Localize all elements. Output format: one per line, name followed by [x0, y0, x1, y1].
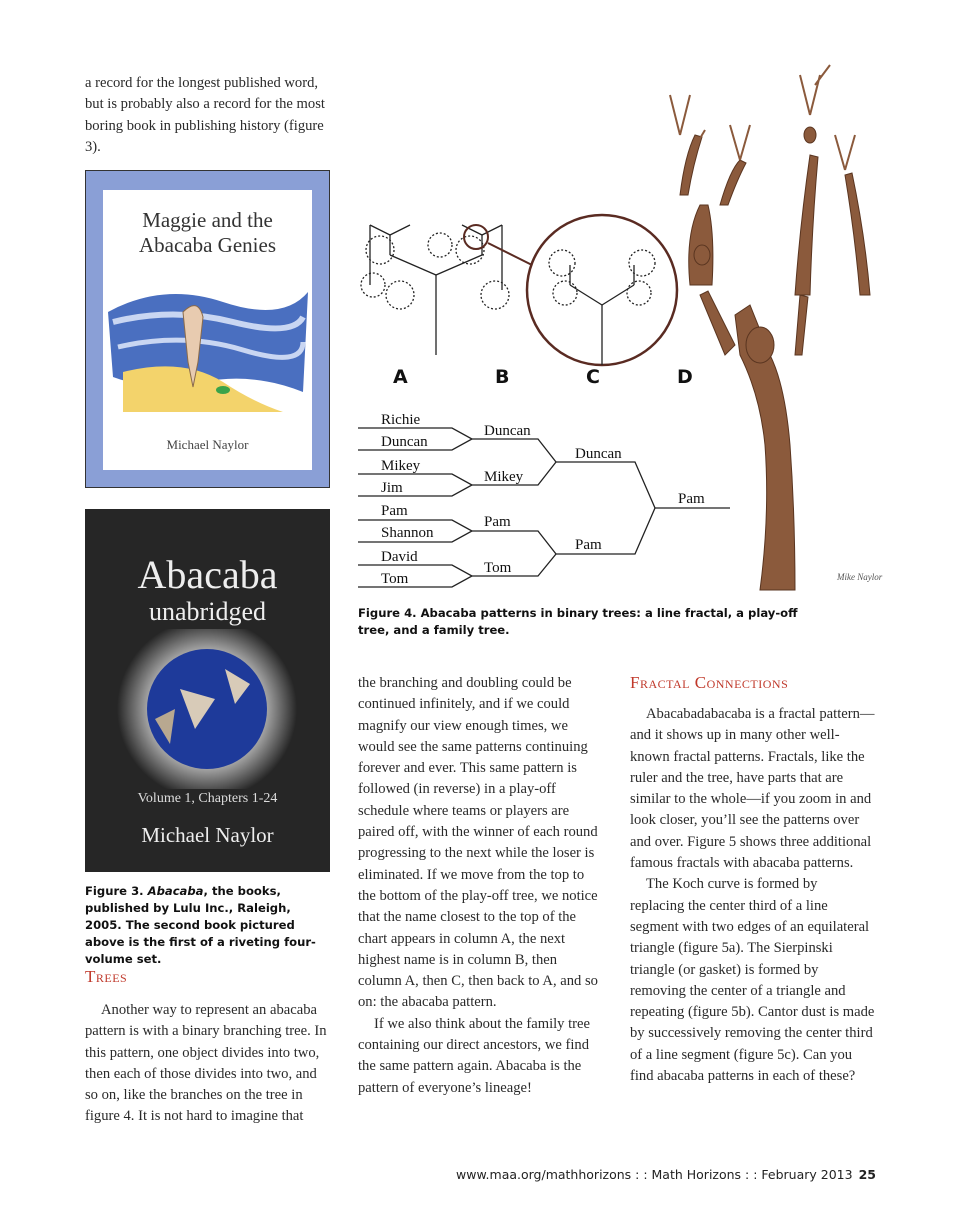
svg-text:Tom: Tom	[381, 571, 409, 587]
footer-text: www.maa.org/mathhorizons : : Math Horizons : : February 2013	[456, 1167, 853, 1182]
fractal-paragraph-1: Abacabadabacaba is a fractal pattern—and it shows up in many other well-known fractal patterns. Fractals, like the ruler and the tree, have parts that are similar to the whole—if you zoom in and look closer, you’ll see the patterns over and over. Figure 5 shows three additional famous fractals with abacaba patterns.	[630, 706, 875, 872]
svg-text:Mikey: Mikey	[381, 458, 421, 474]
cover1-title: Maggie and the Abacaba Genies	[138, 208, 276, 257]
svg-text:Jim: Jim	[381, 480, 403, 496]
cover2-title: Abacaba	[137, 552, 278, 597]
cover2-volume: Volume 1, Chapters 1-24	[137, 791, 278, 806]
svg-text:Duncan: Duncan	[484, 423, 531, 439]
page-footer	[456, 1167, 876, 1182]
figure4-caption: Figure 4. Abacaba patterns in binary trees: a line fractal, a play-off tree, and a family tree.	[358, 606, 798, 637]
fractal-sphere-image	[85, 629, 330, 789]
page-number: 25	[858, 1167, 876, 1182]
svg-text:Richie: Richie	[381, 412, 421, 428]
fractal-tree-c	[527, 215, 677, 365]
svg-text:Tom: Tom	[484, 560, 512, 576]
book-cover-abacaba	[85, 509, 330, 872]
winner-name: Pam	[678, 491, 705, 507]
figure3-caption: Figure 3. Abacaba, the books, published by Lulu Inc., Raleigh, 2005. The second book pictured above is the first of a riveting four-volume set.	[85, 884, 316, 966]
svg-text:Mikey: Mikey	[484, 469, 524, 485]
label-d: D	[677, 366, 693, 388]
svg-text:Pam: Pam	[381, 503, 408, 519]
label-c: C	[586, 366, 600, 388]
upper-branches	[670, 65, 855, 170]
svg-text:Pam: Pam	[575, 537, 602, 553]
figure4-graphic	[340, 55, 900, 595]
artist-signature: Mike Naylor	[837, 572, 883, 582]
fractal-paragraph-2: The Koch curve is formed by replacing the center third of a line segment with two edges of an equilateral triangle (figure 5a). The Sierpinski triangle (or gasket) is formed by removing the center of a triangle and repeating (figure 5b). Cantor dust is made by successively removing the center third of a line segment (figure 5c). Can you find abacaba patterns in each of these?	[630, 876, 875, 1085]
trees-paragraph: Another way to represent an abacaba pattern is with a binary branching tree. In this pattern, one object divides into two, then each of those divides into two, and so on, like the branches on the tree in figure 4. It is not hard to imagine that	[85, 1002, 327, 1125]
middle-paragraph-2: If we also think about the family tree containing our direct ancestors, we find the same pattern again. Abacaba is the pattern of everyone’s lineage!	[358, 1015, 590, 1096]
right-column	[630, 704, 875, 1087]
beach-illustration	[103, 272, 312, 422]
family-tree-figures	[680, 127, 870, 590]
round1-names	[381, 412, 434, 587]
label-a: A	[393, 366, 408, 388]
middle-paragraph-1: the branching and doubling could be continued infinitely, and if we could magnify our view enough times, we would see the same patterns continuing forever and ever. This same pattern is followed (in reverse) in a play-off schedule where teams or players are paired off, with the winner of each round progressing to the next while the loser is eliminated. If we move from the top to the bottom of the play-off tree, we notice that the name closest to the top of the chart appears in column A, the next highest name is in column B, then column A, then C, then back to A, and so on: the abacaba pattern.	[358, 675, 598, 1011]
book-cover-maggie	[85, 170, 330, 488]
cover2-subtitle: unabridged	[149, 597, 266, 626]
round2-names	[484, 423, 531, 576]
svg-text:Pam: Pam	[484, 514, 511, 530]
cover2-author: Michael Naylor	[141, 823, 274, 847]
intro-text: a record for the longest published word, but is probably also a record for the most boring book in publishing history (figure 3).	[85, 75, 325, 155]
trees-heading: Trees	[85, 967, 128, 986]
fractal-heading: Fractal Connections	[630, 673, 789, 692]
svg-text:Shannon: Shannon	[381, 525, 434, 541]
svg-text:Duncan: Duncan	[575, 446, 622, 462]
svg-text:Duncan: Duncan	[381, 434, 428, 450]
label-b: B	[495, 366, 510, 388]
fractal-tree-a	[361, 225, 509, 355]
svg-text:David: David	[381, 549, 418, 565]
middle-column	[358, 673, 603, 1099]
zoom-circle-small	[464, 225, 488, 249]
cover1-author: Michael Naylor	[166, 437, 249, 452]
